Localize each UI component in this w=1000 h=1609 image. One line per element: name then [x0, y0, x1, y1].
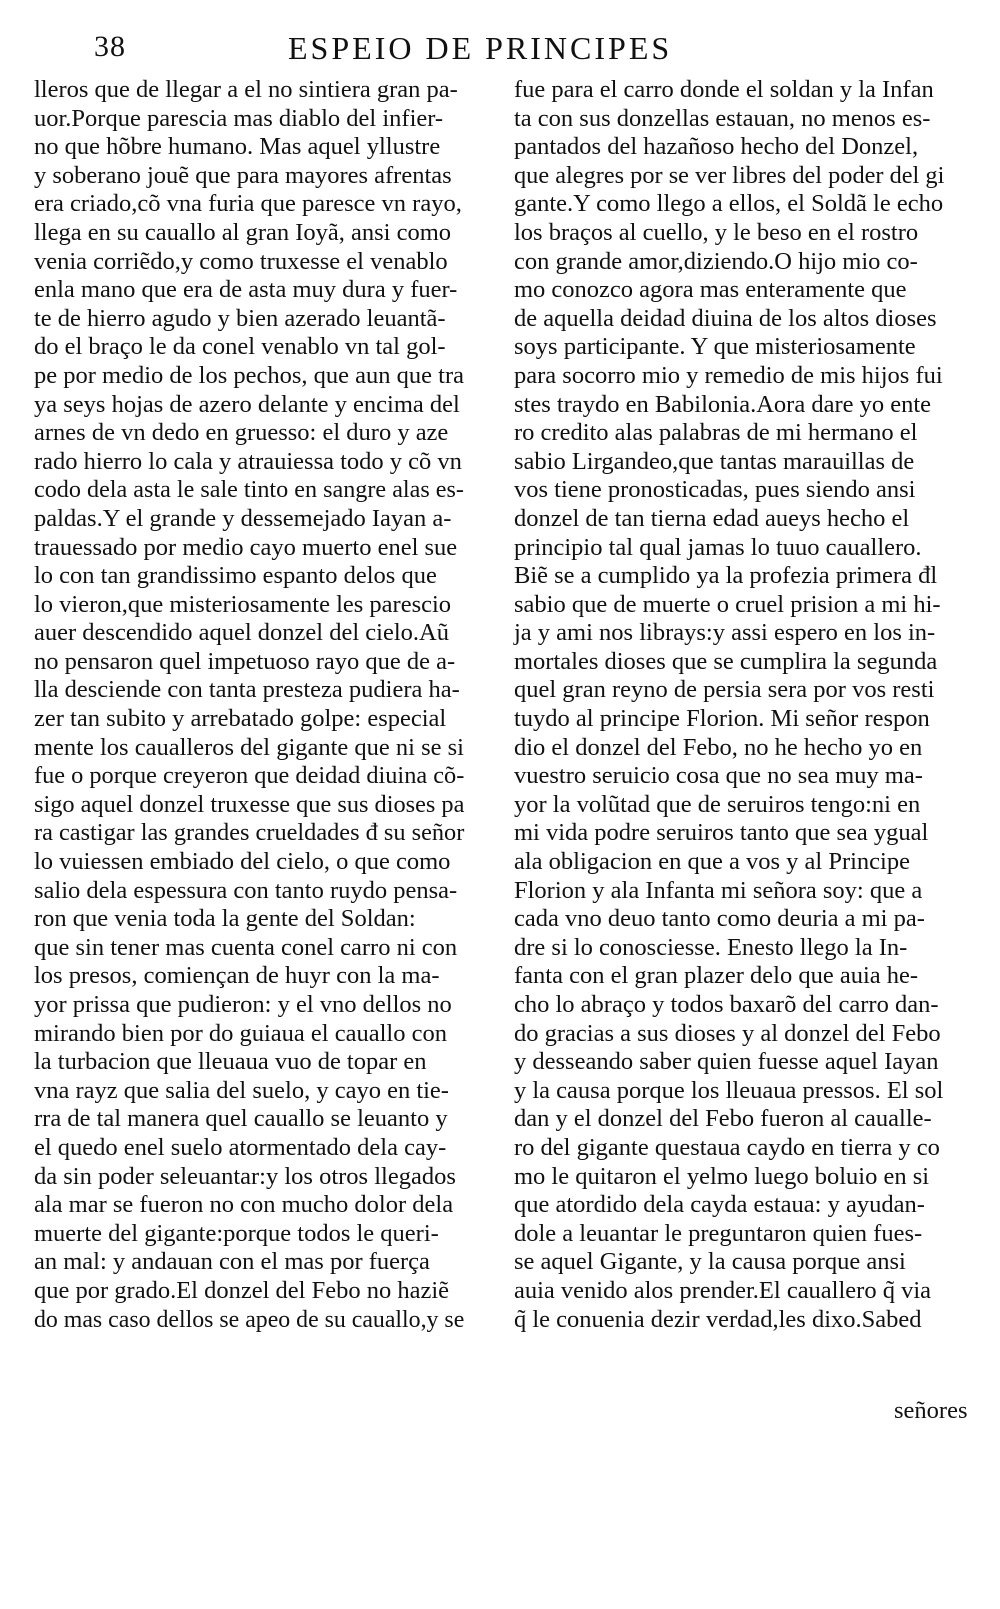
text-line: mirando bien por do guiaua el cauallo con	[34, 1019, 447, 1047]
left-text-column	[34, 76, 464, 1334]
right-text-column	[514, 76, 944, 1334]
text-line: codo dela asta le sale tinto en sangre alas es-	[34, 476, 464, 504]
text-line: era criado,cõ vna furia que paresce vn rayo,	[34, 190, 462, 218]
text-line: donzel de tan tierna edad aueys hecho el	[514, 504, 910, 532]
text-line: muerte del gigante:porque todos le queri-	[34, 1219, 439, 1247]
page-number: 38	[94, 30, 126, 63]
text-line: lleros que de llegar a el no sintiera gran pa-	[34, 76, 458, 103]
text-line: sabio Lirgandeo,que tantas marauillas de	[514, 447, 915, 475]
text-line: te de hierro agudo y bien azerado leuantã-	[34, 304, 446, 332]
text-line: venia corriẽdo,y como truxesse el venablo	[34, 247, 448, 275]
text-line: ro del gigante questaua caydo en tierra y co	[514, 1133, 940, 1161]
text-line: los braços al cuello, y le beso en el rostro	[514, 218, 919, 246]
text-line: trauessado por medio cayo muerto enel sue	[34, 533, 458, 561]
text-line: uor.Porque parescia mas diablo del infier-	[34, 104, 444, 132]
text-line: cada vno deuo tanto como deuria a mi pa-	[514, 905, 925, 933]
text-line: el quedo enel suelo atormentado dela cay-	[34, 1133, 447, 1161]
text-line: Biẽ se a cumplido ya la profezia primera đl	[514, 562, 938, 590]
text-line: vuestro seruicio cosa que no sea muy ma-	[514, 762, 923, 790]
text-line: mo le quitaron el yelmo luego boluio en si	[514, 1162, 930, 1190]
text-line: ya seys hojas de azero delante y encima del	[34, 390, 460, 418]
text-line: do el braço le da conel venablo vn tal gol-	[34, 333, 446, 361]
text-line: se aquel Gigante, y la causa porque ansi	[514, 1248, 906, 1276]
text-line: dan y el donzel del Febo fueron al caualle-	[514, 1105, 932, 1133]
text-line: sabio que de muerte o cruel prision a mi hi-	[514, 590, 941, 618]
text-line: da sin poder seleuantar:y los otros llegados	[34, 1162, 456, 1190]
text-line: ro credito alas palabras de mi hermano el	[514, 419, 918, 447]
text-line: fue o porque creyeron que deidad diuina cõ-	[34, 762, 465, 790]
text-line: de aquella deidad diuina de los altos dioses	[514, 304, 937, 332]
text-line: no pensaron quel impetuoso rayo que de a-	[34, 647, 456, 675]
text-line: lo vieron,que misteriosamente les parescio	[34, 590, 452, 618]
text-line: cho lo abraço y todos baxarõ del carro dan-	[514, 991, 939, 1018]
catchword: señores	[894, 1397, 968, 1424]
text-line: la turbacion que lleuaua vuo de topar en	[34, 1048, 427, 1076]
text-line: auia venido alos prender.El cauallero q̃ via	[514, 1276, 932, 1304]
text-line: yor la volũtad que de seruiros tengo:ni en	[514, 790, 921, 818]
text-line: vna rayz que salia del suelo, y cayo en tie-	[34, 1076, 449, 1104]
text-line: quel gran reyno de persia sera por vos resti	[514, 676, 935, 704]
text-line: llega en su cauallo al gran Ioyã, ansi como	[34, 218, 452, 246]
text-line: do gracias a sus dioses y al donzel del Febo	[514, 1019, 941, 1047]
text-line: soys participante. Y que misteriosamente	[514, 333, 916, 361]
text-line: lo con tan grandissimo espanto delos que	[34, 562, 437, 590]
text-line: lo vuiessen embiado del cielo, o que como	[34, 848, 451, 876]
text-line: ra castigar las grandes crueldades đ su señor	[34, 819, 465, 847]
text-line: principio tal qual jamas lo tuuo cauallero.	[514, 533, 922, 561]
text-line: sigo aquel donzel truxesse que sus dioses pa	[34, 790, 465, 818]
text-line: que alegres por se ver libres del poder del gi	[514, 161, 945, 189]
text-line: vos tiene pronosticadas, pues siendo ansi	[514, 476, 916, 504]
text-line: fue para el carro donde el soldan y la Infan	[514, 76, 934, 103]
text-line: salio dela espessura con tanto ruydo pensa-	[34, 876, 458, 904]
text-line: pe por medio de los pechos, que aun que tra	[34, 361, 464, 389]
text-line: zer tan subito y arrebatado golpe: especial	[34, 705, 447, 733]
text-line: y la causa porque los lleuaua pressos. El sol	[514, 1076, 944, 1104]
text-line: dre si lo conosciesse. Enesto llego la In-	[514, 933, 908, 961]
text-line: stes traydo en Babilonia.Aora dare yo ente	[514, 390, 932, 418]
text-line: mortales dioses que se cumplira la segunda	[514, 647, 938, 675]
text-line: que atordido dela cayda estaua: y ayudan-	[514, 1191, 925, 1219]
text-line: enla mano que era de asta muy dura y fuer-	[34, 276, 458, 304]
text-line: tuydo al principe Florion. Mi señor respon	[514, 705, 930, 733]
text-line: rra de tal manera quel cauallo se leuanto y	[34, 1105, 448, 1133]
text-line: dio el donzel del Febo, no he hecho yo en	[514, 733, 923, 761]
text-line: auer descendido aquel donzel del cielo.Aũ	[34, 619, 449, 647]
text-line: mente los caualleros del gigante que ni se si	[34, 733, 464, 761]
text-line: mo conozco agora mas enteramente que	[514, 276, 907, 304]
running-title: ESPEIO DE PRINCIPES	[288, 30, 673, 66]
text-line: lla desciende con tanta presteza pudiera ha-	[34, 676, 460, 704]
text-line: que por grado.El donzel del Febo no haziẽ	[34, 1276, 450, 1304]
text-line: no que hõbre humano. Mas aquel yllustre	[34, 133, 441, 161]
text-line: do mas caso dellos se apeo de su cauallo,y se	[34, 1305, 465, 1333]
text-line: ron que venia toda la gente del Soldan:	[34, 905, 416, 933]
text-line: ala mar se fueron no con mucho dolor dela	[34, 1191, 454, 1219]
text-line: para socorro mio y remedio de mis hijos fui	[514, 361, 943, 389]
text-line: yor prissa que pudieron: y el vno dellos no	[34, 991, 452, 1018]
text-line: y desseando saber quien fuesse aquel Iayan	[514, 1048, 939, 1076]
text-line: los presos, comiençan de huyr con la ma-	[34, 962, 440, 990]
text-line: fanta con el gran plazer delo que auia he-	[514, 962, 919, 990]
page-header	[0, 30, 1000, 70]
text-line: gante.Y como llego a ellos, el Soldã le echo	[514, 190, 944, 218]
text-line: arnes de vn dedo en gruesso: el duro y aze	[34, 419, 449, 447]
text-line: que sin tener mas cuenta conel carro ni con	[34, 933, 458, 961]
text-line: ala obligacion en que a vos y al Principe	[514, 848, 910, 876]
text-line: q̃ le conuenia dezir verdad,les dixo.Sabed	[514, 1305, 922, 1333]
text-line: ja y ami nos librays:y assi espero en los in-	[514, 619, 936, 647]
text-line: rado hierro lo cala y atrauiessa todo y cõ vn	[34, 447, 462, 475]
text-line: mi vida podre seruiros tanto que sea ygual	[514, 819, 929, 847]
text-line: paldas.Y el grande y dessemejado Iayan a-	[34, 504, 452, 532]
text-line: con grande amor,diziendo.O hijo mio co-	[514, 247, 918, 275]
text-line: Florion y ala Infanta mi señora soy: que a	[514, 876, 923, 904]
text-line: an mal: y andauan con el mas por fuerça	[34, 1248, 430, 1276]
text-line: dole a leuantar le preguntaron quien fues-	[514, 1219, 923, 1247]
text-line: ta con sus donzellas estauan, no menos es-	[514, 104, 931, 132]
text-line: y soberano jouẽ que para mayores afrentas	[34, 161, 452, 189]
text-line: pantados del hazañoso hecho del Donzel,	[514, 133, 919, 161]
